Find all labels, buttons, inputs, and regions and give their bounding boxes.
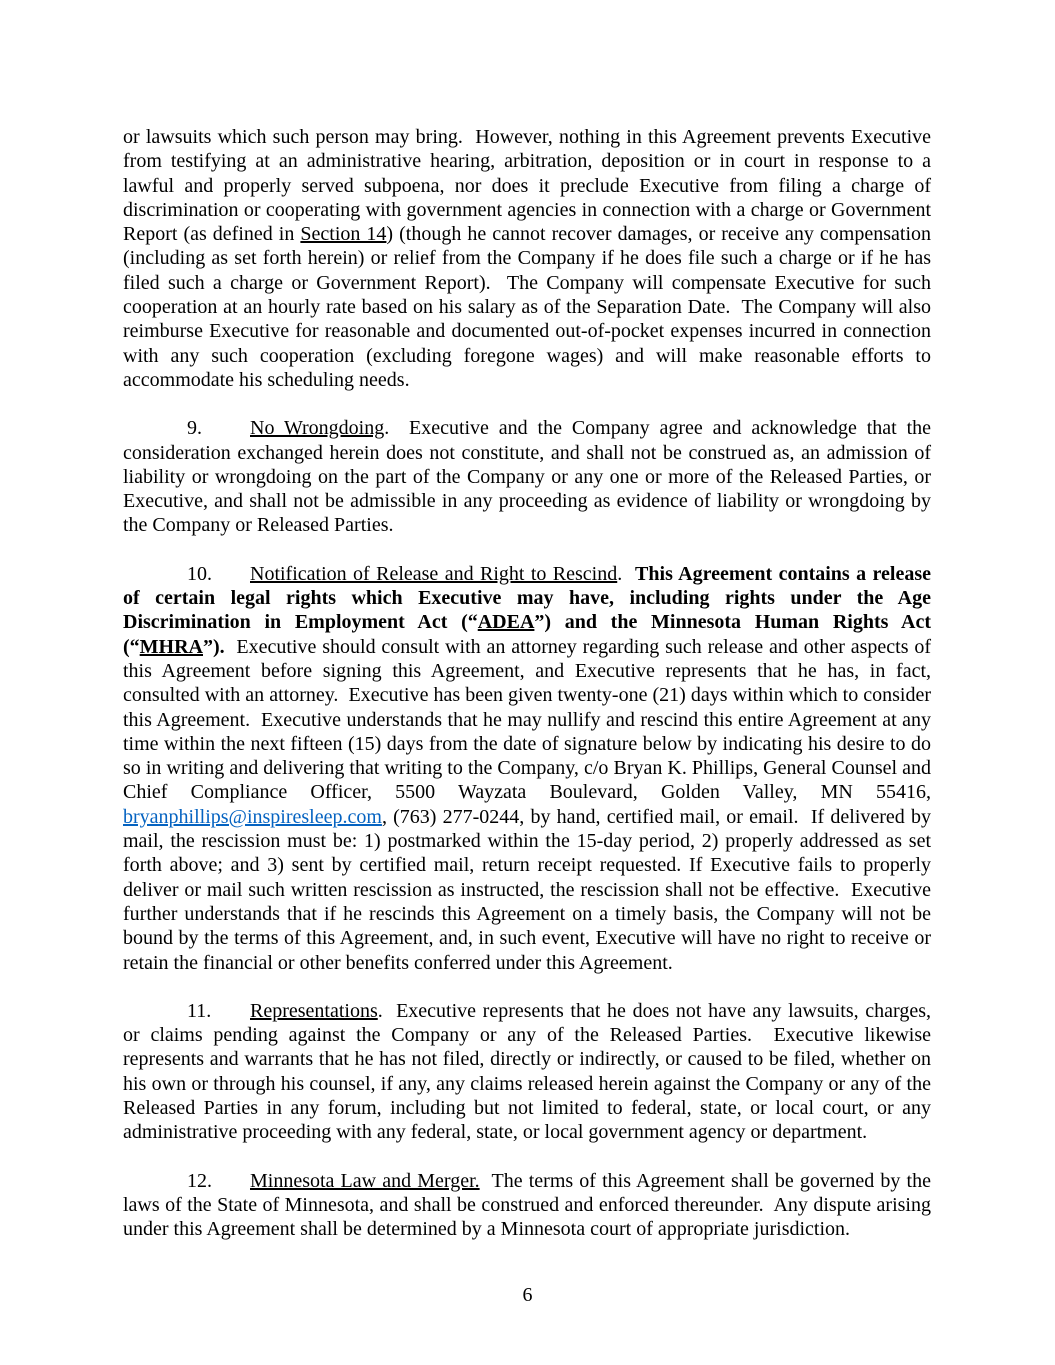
paragraph-section-10-notification-of-release xyxy=(123,562,937,975)
section-number: 12. xyxy=(187,1169,212,1192)
text-run: . xyxy=(617,562,636,585)
text-run: ) (though he cannot recover damages, or receive any compensation (including as set forth herein) or relief from the Company if he does file such a charge or if he has filed such a charge or Government Report). The Company will compensate Executive for such cooperation at an hourly rate based on his salary as of the Separation Date. The Company will also reimburse Executive for reasonable and documented out-of-pocket expenses incurred in connection with any such cooperation (excluding foregone wages) and will make reasonable efforts to accommodate his scheduling needs. xyxy=(123,223,936,391)
paragraph-cooperation-continuation xyxy=(123,125,936,392)
release-rights-bold-text: ”). xyxy=(203,635,225,658)
mhra-reference: MHRA xyxy=(139,635,203,658)
section-heading: Representations xyxy=(250,999,378,1022)
text-run: The terms of this Agreement shall be governed by the laws of the State of Minnesota, and shall be construed and enforced thereunder. Any dispute arising under this Agreement shall be determined by a Minnesota court of appropriate jurisdiction. xyxy=(123,1169,936,1241)
page-number: 6 xyxy=(522,1284,533,1306)
text-run: Executive should consult with an attorney regarding such release and other aspects of this Agreement before signing this Agreement, and Executive represents that he has, in fact, consulted with an attorney. Executive has been given twenty-one (21) days within which to consider this Agreement. Executive understands that he may nullify and rescind this entire Agreement at any time within the next fifteen (15) days from the date of signature below by indicating his desire to do so in writing and delivering that writing to the Company, c/o Bryan K. Phillips, General Counsel and Chief Compliance Officer, 5500 Wayzata Boulevard, Golden Valley, MN 55416, xyxy=(123,635,936,804)
text-run: . Executive represents that he does not have any lawsuits, charges, or claims pending against the Company or any of the Released Parties. Executive likewise represents and warrants that he has not filed, directly or indirectly, or caused to be filed, whether on his own or through his counsel, if any, any claims released herein against the Company or any of the Released Parties in any forum, including but not limited to federal, state, or local court, or any administrative proceeding with any federal, state, or local government agency or department. xyxy=(123,999,936,1144)
section-heading: No Wrongdoing xyxy=(250,417,385,440)
release-rights-bold-text: This Agreement contains a release of certain legal rights which Executive may have, including rights under the Age Discrimination in Employment Act (“ xyxy=(123,562,937,634)
adea-reference: ADEA xyxy=(477,611,535,634)
section-number: 9. xyxy=(187,417,202,440)
text-run: . Executive and the Company agree and acknowledge that the consideration exchanged herein does not constitute, and shall not be construed as, an admission of liability or wrongdoing on the part of the Company or any one or more of the Released Parties, or Executive, and shall not be admissible in any proceeding as evidence of liability or wrongdoing by the Company or Released Parties. xyxy=(123,417,937,537)
release-rights-bold-text: ”) and the Minnesota Human Rights Act (“ xyxy=(123,611,936,658)
email-link[interactable]: bryanphillips@inspiresleep.com xyxy=(123,805,382,828)
text-run: or lawsuits which such person may bring. However, nothing in this Agreement prevents Executive from testifying at an administrative hearing, arbitration, deposition or in court in response to a lawful and properly served subpoena, nor does it preclude Executive from filing a charge of discrimination or cooperating with government agencies in connection with a charge or Government Report (as defined in xyxy=(123,126,936,246)
section-number: 10. xyxy=(187,562,212,585)
paragraph-section-9-no-wrongdoing xyxy=(123,416,937,537)
paragraph-section-12-minnesota-law xyxy=(123,1169,936,1242)
section-heading: Notification of Release and Right to Rescind xyxy=(250,562,618,585)
section-14-reference: Section 14 xyxy=(300,223,387,246)
text-run: , (763) 277-0244, by hand, certified mail, or email. If delivered by mail, the rescission must be: 1) postmarked within the 15-day period, 2) properly addressed as set forth above; and 3) sent by certified mail, return receipt requested. If Executive fails to properly deliver or mail such written rescission as instructed, the rescission shall not be effective. Executive further understands that if he rescinds this Agreement on a timely basis, the Company will not be bound by the terms of this Agreement, and, in such event, Executive will have no right to receive or retain the financial or other benefits conferred under this Agreement. xyxy=(123,805,936,974)
section-heading: Minnesota Law and Merger. xyxy=(250,1169,480,1192)
section-number: 11. xyxy=(187,999,212,1022)
paragraph-section-11-representations xyxy=(123,999,936,1145)
